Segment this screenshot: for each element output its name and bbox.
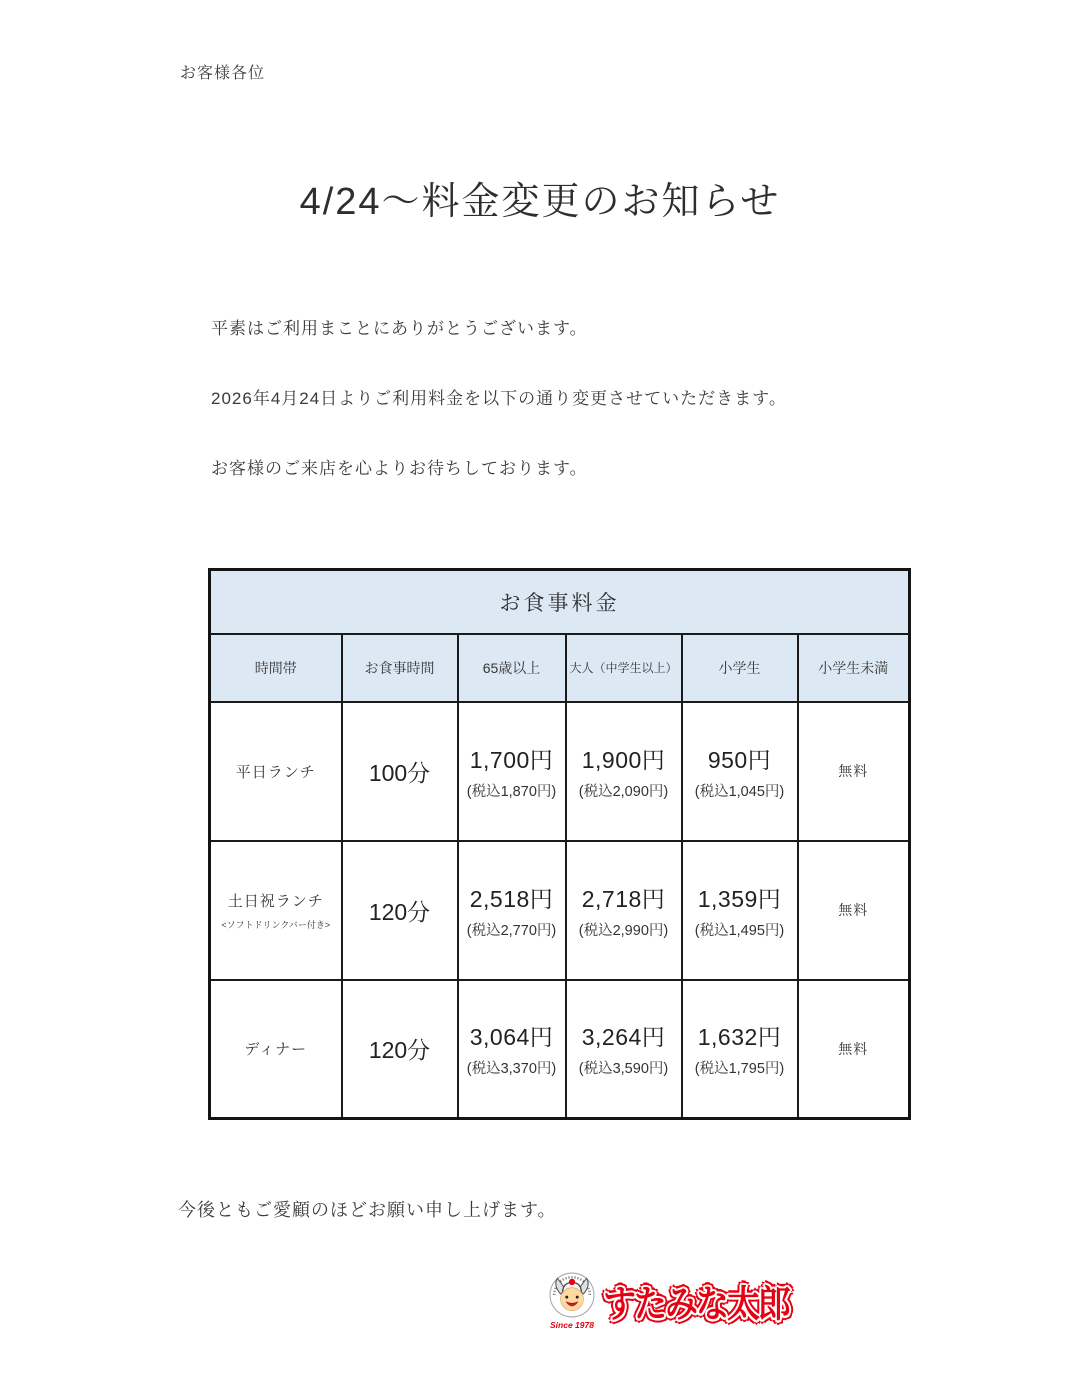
timeband-note: <ソフトドリンクバー付き> bbox=[221, 919, 331, 930]
column-header-under-elementary: 小学生未満 bbox=[798, 634, 910, 702]
table-title: お食事料金 bbox=[210, 570, 910, 634]
brand-name: すたみな太郎 bbox=[603, 1282, 789, 1324]
price-cell-elementary bbox=[682, 841, 798, 980]
price-main: 2,718円 bbox=[581, 885, 666, 912]
column-header-adult: 大人（中学生以上） bbox=[566, 634, 682, 702]
timeband-name: ディナー bbox=[244, 1041, 308, 1059]
price-cell-elementary bbox=[682, 980, 798, 1119]
price-table bbox=[208, 568, 911, 1120]
duration-cell: 120分 bbox=[342, 841, 458, 980]
free-cell: 無料 bbox=[798, 980, 910, 1119]
paragraph-welcome: お客様のご来店を心よりお待ちしております。 bbox=[211, 459, 588, 478]
mascot-badge bbox=[546, 1272, 598, 1330]
price-main: 1,359円 bbox=[697, 885, 782, 912]
row-label bbox=[210, 841, 342, 980]
since-label: Since 1978 bbox=[550, 1320, 594, 1330]
free-cell: 無料 bbox=[798, 841, 910, 980]
price-cell-senior bbox=[458, 841, 566, 980]
column-header-senior: 65歳以上 bbox=[458, 634, 566, 702]
price-tax: (税込2,090円) bbox=[578, 783, 669, 800]
price-main: 1,900円 bbox=[581, 746, 666, 773]
row-label bbox=[210, 702, 342, 841]
price-cell-senior bbox=[458, 702, 566, 841]
price-cell-adult bbox=[566, 841, 682, 980]
table-row-dinner bbox=[210, 980, 910, 1119]
price-cell-adult bbox=[566, 702, 682, 841]
column-header-timeband: 時間帯 bbox=[210, 634, 342, 702]
timeband-name: 土日祝ランチ bbox=[227, 892, 324, 910]
row-label bbox=[210, 980, 342, 1119]
column-header-elementary: 小学生 bbox=[682, 634, 798, 702]
duration-cell: 120分 bbox=[342, 980, 458, 1119]
column-header-duration: お食事時間 bbox=[342, 634, 458, 702]
table-title-row bbox=[210, 570, 910, 634]
price-tax: (税込2,990円) bbox=[578, 922, 669, 939]
price-cell-elementary bbox=[682, 702, 798, 841]
price-tax: (税込1,870円) bbox=[466, 783, 557, 800]
price-main: 3,064円 bbox=[469, 1024, 554, 1051]
brand-logo bbox=[546, 1272, 789, 1330]
table-row-weekday-lunch bbox=[210, 702, 910, 841]
salutation: お客様各位 bbox=[180, 65, 266, 82]
price-main: 1,700円 bbox=[469, 746, 554, 773]
price-tax: (税込3,590円) bbox=[578, 1061, 669, 1078]
price-tax: (税込2,770円) bbox=[466, 922, 557, 939]
price-main: 950円 bbox=[707, 746, 772, 773]
price-tax: (税込3,370円) bbox=[466, 1061, 557, 1078]
table-header-row bbox=[210, 634, 910, 702]
price-main: 3,264円 bbox=[581, 1024, 666, 1051]
mascot-icon bbox=[549, 1272, 595, 1318]
timeband-name: 平日ランチ bbox=[235, 763, 316, 781]
price-cell-senior bbox=[458, 980, 566, 1119]
price-tax: (税込1,495円) bbox=[694, 922, 785, 939]
price-tax: (税込1,045円) bbox=[694, 783, 785, 800]
price-cell-adult bbox=[566, 980, 682, 1119]
table-row-weekend-lunch bbox=[210, 841, 910, 980]
price-main: 2,518円 bbox=[469, 885, 554, 912]
free-cell: 無料 bbox=[798, 702, 910, 841]
paragraph-greeting: 平素はご利用まことにありがとうございます。 bbox=[211, 319, 588, 338]
price-main: 1,632円 bbox=[697, 1024, 782, 1051]
closing-text: 今後ともご愛顧のほどお願い申し上げます。 bbox=[178, 1200, 557, 1220]
page-title: 4/24～料金変更のお知らせ bbox=[299, 181, 781, 223]
paragraph-change-notice: 2026年4月24日よりご利用料金を以下の通り変更させていただきます。 bbox=[211, 389, 787, 408]
price-tax: (税込1,795円) bbox=[694, 1061, 785, 1078]
duration-cell: 100分 bbox=[342, 702, 458, 841]
